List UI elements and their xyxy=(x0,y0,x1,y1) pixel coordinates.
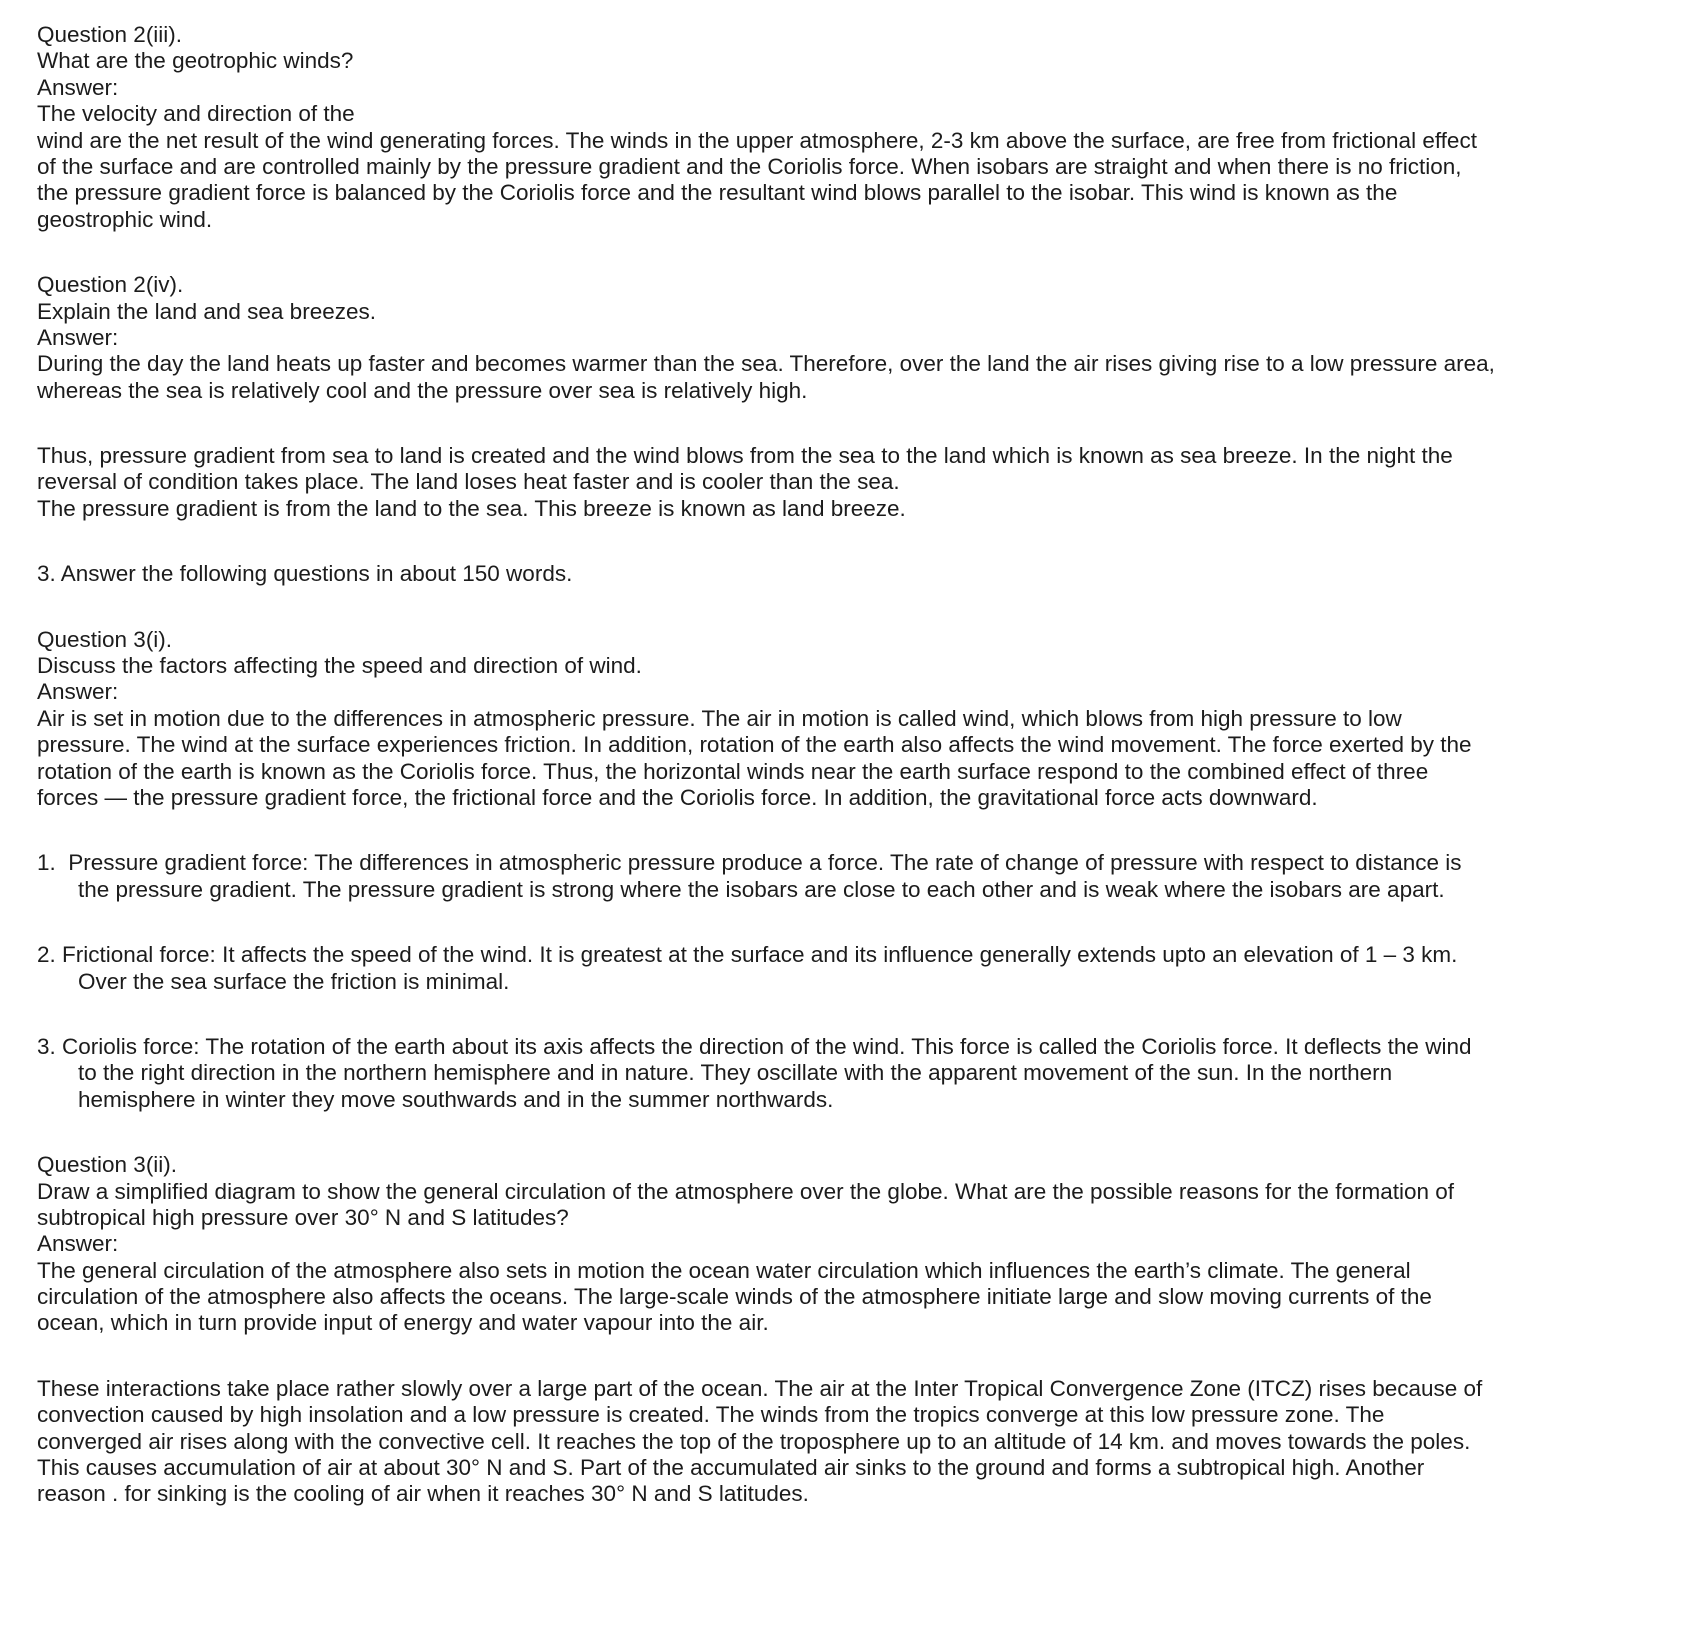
text-line: to the right direction in the northern hemisphere and in nature. They oscillate with the apparent movement of the sun. In the northern xyxy=(78,1060,1393,1086)
text-line: Thus, pressure gradient from sea to land is created and the wind blows from the sea to the land which is known as sea breeze. In the night the xyxy=(37,443,1453,469)
text-line: Over the sea surface the friction is minimal. xyxy=(78,968,510,994)
text-line: wind are the net result of the wind generating forces. The winds in the upper atmosphere, 2-3 km above the surface, are free from frictional effect xyxy=(37,127,1477,153)
text-line: Question 2(iv). xyxy=(37,272,184,298)
text-line: Question 2(iii). xyxy=(37,22,183,47)
text-line: Answer: xyxy=(37,1231,119,1257)
paragraph-block xyxy=(37,443,1677,522)
text-line: forces — the pressure gradient force, the frictional force and the Coriolis force. In addition, the gravitational force acts downward. xyxy=(37,784,1318,810)
list-item-block xyxy=(37,850,1677,903)
text-line: What are the geotrophic winds? xyxy=(37,48,354,74)
text-line: ocean, which in turn provide input of energy and water vapour into the air. xyxy=(37,1310,769,1336)
text-line: of the surface and are controlled mainly by the pressure gradient and the Coriolis force. When isobars are straight and when there is no friction, xyxy=(37,153,1462,179)
text-line: 3. Answer the following questions in about 150 words. xyxy=(37,561,573,587)
text-line: The general circulation of the atmosphere also sets in motion the ocean water circulation which influences the earth’s climate. The general xyxy=(37,1257,1411,1283)
heading-block xyxy=(37,561,1677,587)
text-line: Answer: xyxy=(37,324,119,350)
text-line: the pressure gradient. The pressure gradient is strong where the isobars are close to each other and is weak where the isobars are apart. xyxy=(78,876,1445,902)
text-line: Answer: xyxy=(37,74,119,100)
text-line: The pressure gradient is from the land to the sea. This breeze is known as land breeze. xyxy=(37,495,906,521)
qa-block xyxy=(37,627,1677,812)
text-line: geostrophic wind. xyxy=(37,206,213,232)
text-line: whereas the sea is relatively cool and the pressure over sea is relatively high. xyxy=(37,377,808,403)
text-line: reason . for sinking is the cooling of air when it reaches 30° N and S latitudes. xyxy=(37,1481,809,1507)
text-line: Discuss the factors affecting the speed and direction of wind. xyxy=(37,653,642,679)
text-line: 1. Pressure gradient force: The differences in atmospheric pressure produce a force. The rate of change of pressure with respect to distance is xyxy=(37,850,1462,876)
text-line: Answer: xyxy=(37,679,119,705)
qa-block xyxy=(37,1152,1677,1337)
text-line: This causes accumulation of air at about 30° N and S. Part of the accumulated air sinks to the ground and forms a subtropical high. Another xyxy=(37,1455,1425,1481)
text-line: 2. Frictional force: It affects the speed of the wind. It is greatest at the surface and its influence generally extends upto an elevation of 1 – 3 km. xyxy=(37,942,1458,968)
text-line: Air is set in motion due to the differences in atmospheric pressure. The air in motion is called wind, which blows from high pressure to low xyxy=(37,705,1402,731)
text-line: Draw a simplified diagram to show the general circulation of the atmosphere over the globe. What are the possible reasons for the formation of xyxy=(37,1178,1454,1204)
text-line: Explain the land and sea breezes. xyxy=(37,298,376,324)
text-line: circulation of the atmosphere also affects the oceans. The large-scale winds of the atmosphere initiate large and slow moving currents of the xyxy=(37,1284,1432,1310)
qa-block xyxy=(37,22,1677,233)
text-line: subtropical high pressure over 30° N and S latitudes? xyxy=(37,1204,569,1230)
text-line: convection caused by high insolation and a low pressure is created. The winds from the tropics converge at this low pressure zone. The xyxy=(37,1402,1385,1428)
paragraph-block xyxy=(37,1376,1677,1508)
text-line: Question 3(ii). xyxy=(37,1152,178,1178)
text-line: The velocity and direction of the xyxy=(37,101,355,127)
document-body xyxy=(37,22,1677,1547)
text-line: pressure. The wind at the surface experiences friction. In addition, rotation of the earth also affects the wind movement. The force exerted by the xyxy=(37,732,1472,758)
text-line: converged air rises along with the convective cell. It reaches the top of the troposphere up to an altitude of 14 km. and moves towards the poles. xyxy=(37,1428,1471,1454)
text-line: Question 3(i). xyxy=(37,626,173,652)
text-line: rotation of the earth is known as the Coriolis force. Thus, the horizontal winds near the earth surface respond to the combined effect of three xyxy=(37,758,1429,784)
text-line: the pressure gradient force is balanced by the Coriolis force and the resultant wind blows parallel to the isobar. This wind is known as the xyxy=(37,180,1398,206)
list-item-block xyxy=(37,1034,1677,1113)
list-item-block xyxy=(37,942,1677,995)
text-line: reversal of condition takes place. The land loses heat faster and is cooler than the sea. xyxy=(37,469,900,495)
text-line: 3. Coriolis force: The rotation of the earth about its axis affects the direction of the wind. This force is called the Coriolis force. It deflects the wind xyxy=(37,1033,1472,1059)
text-line: During the day the land heats up faster and becomes warmer than the sea. Therefore, over the land the air rises giving rise to a low pressure area, xyxy=(37,351,1495,377)
text-line: hemisphere in winter they move southwards and in the summer northwards. xyxy=(78,1086,834,1112)
qa-block xyxy=(37,272,1677,404)
text-line: These interactions take place rather slowly over a large part of the ocean. The air at the Inter Tropical Convergence Zone (ITCZ) rises because of xyxy=(37,1375,1483,1401)
